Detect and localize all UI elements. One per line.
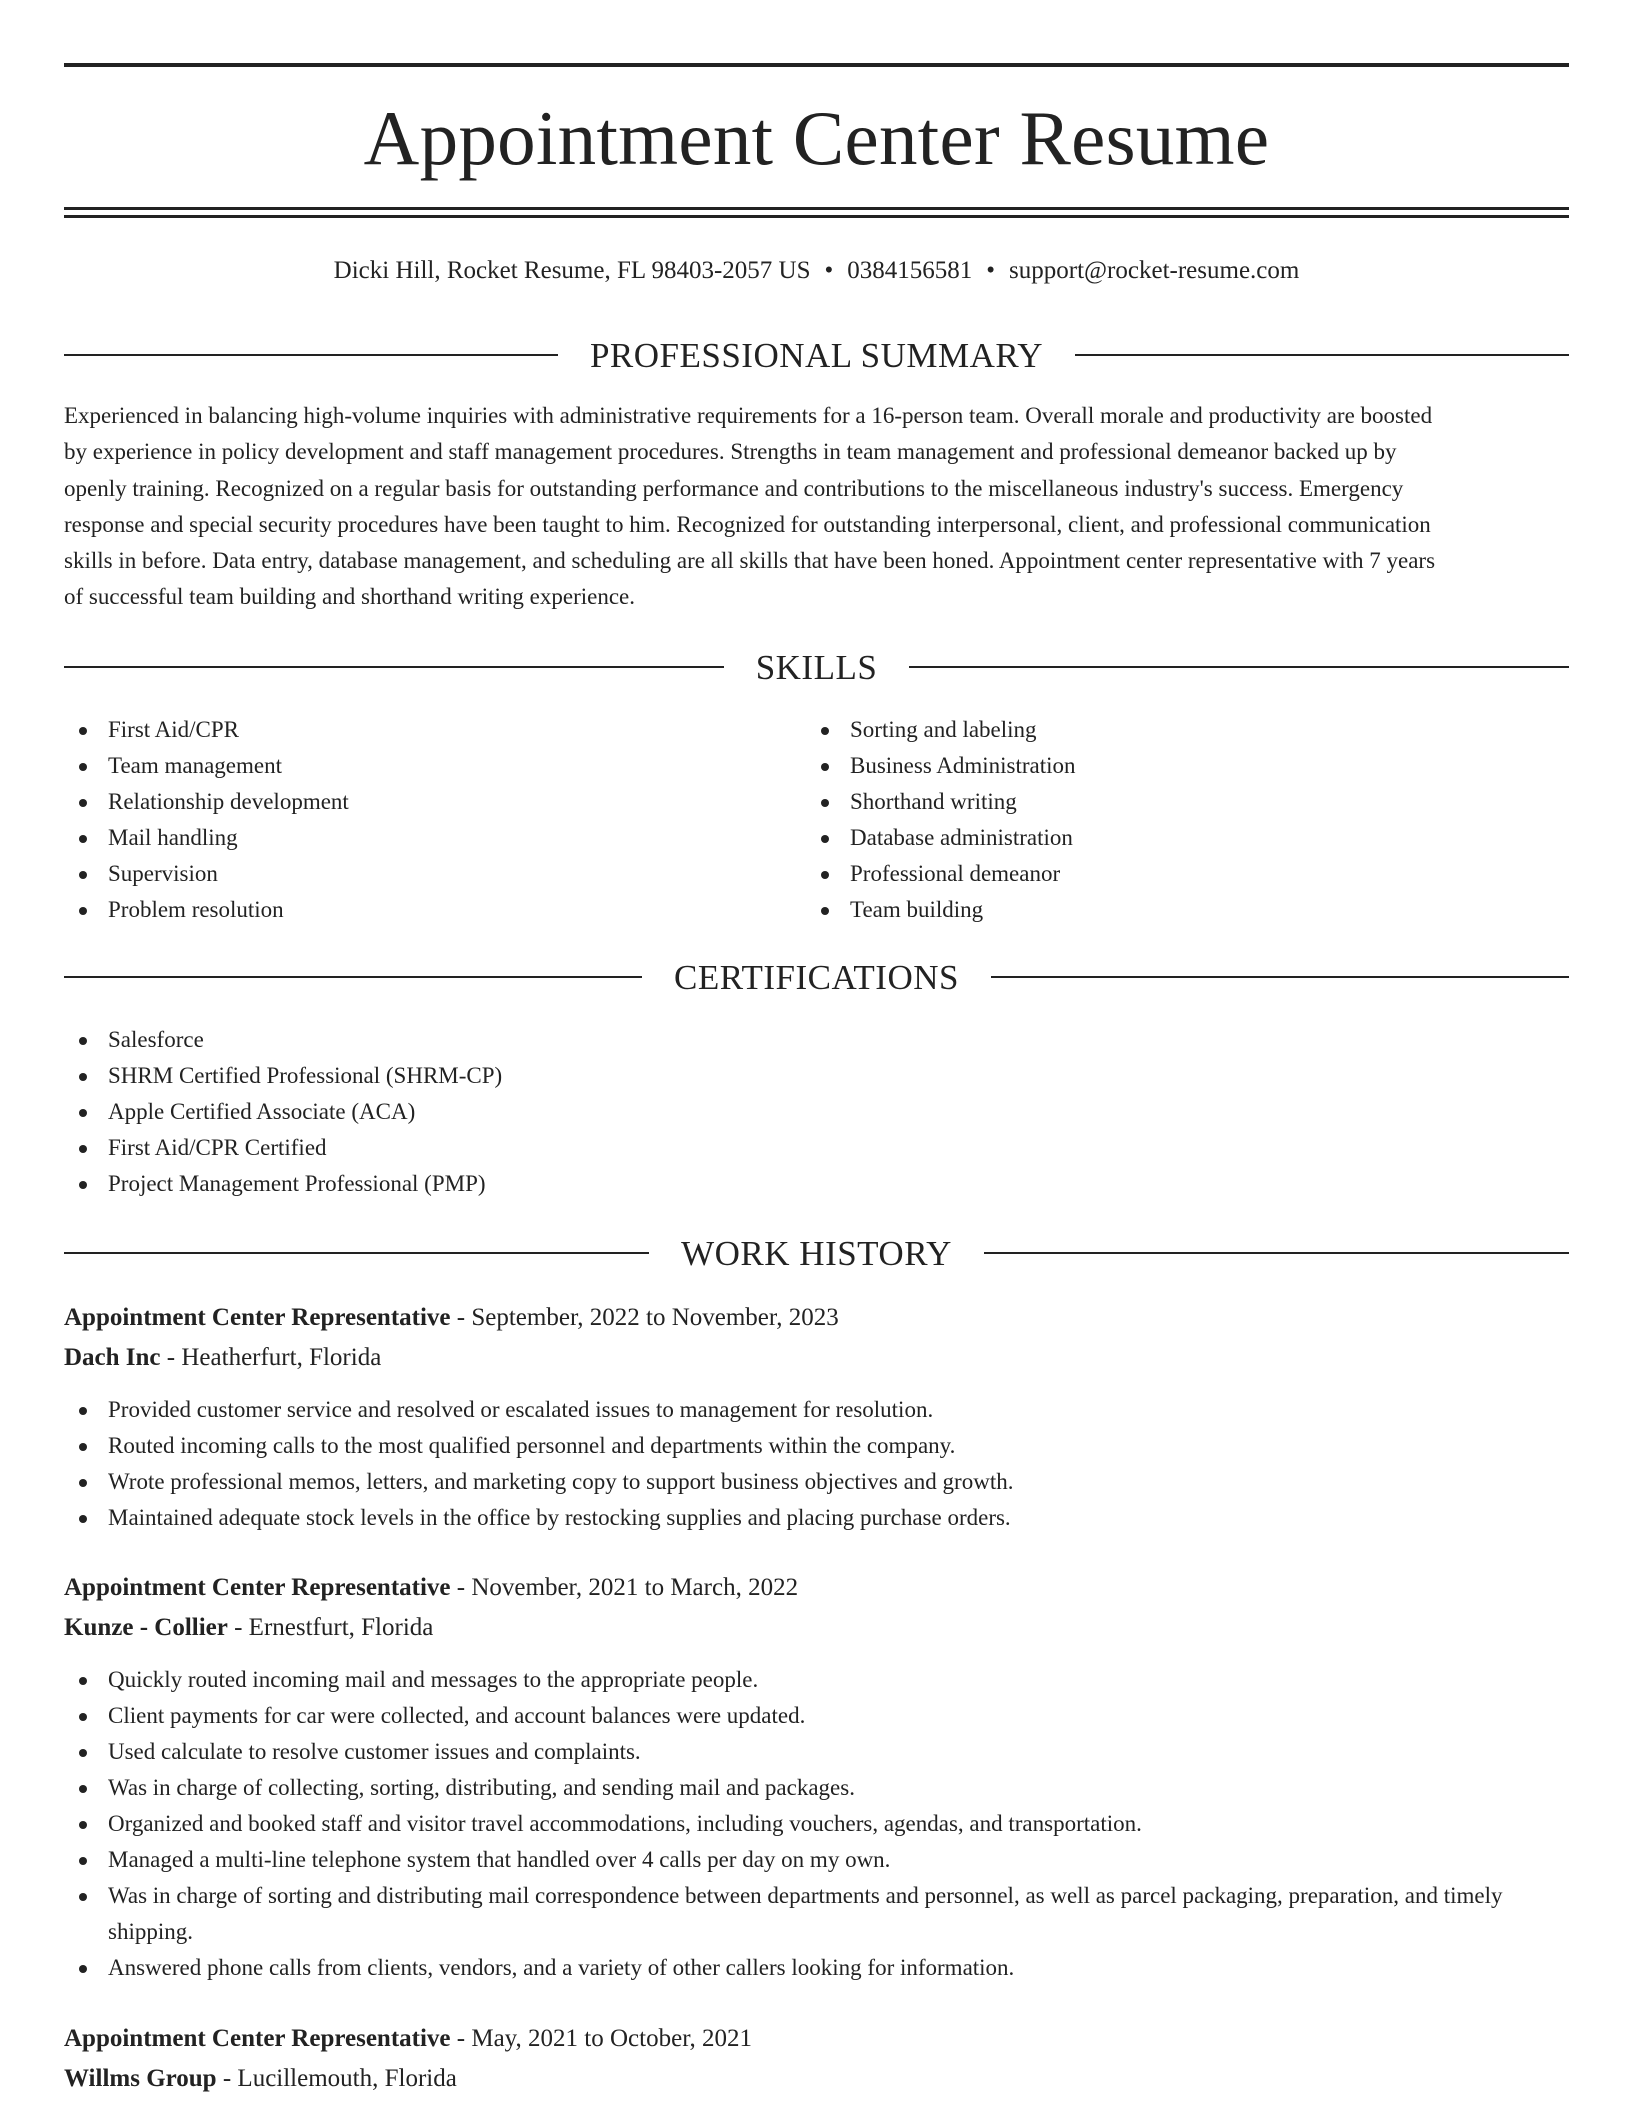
job-title-line bbox=[64, 1298, 1569, 1338]
summary-line: openly training. Recognized on a regular basis for outstanding performance and contributions to the miscellaneous industry's success. Emergency bbox=[64, 475, 1404, 501]
job-dates: - May, 2021 to October, 2021 bbox=[450, 2025, 753, 2052]
summary-line: Experienced in balancing high-volume inquiries with administrative requirements for a 16-person team. Overall morale and productivity are boosted bbox=[64, 403, 1433, 428]
skill-item: Database administration bbox=[806, 820, 1548, 856]
certification-item: Apple Certified Associate (ACA) bbox=[64, 1094, 1569, 1130]
heading-rule bbox=[64, 1252, 649, 1254]
skills-column-left bbox=[64, 712, 806, 928]
skill-item: Team building bbox=[806, 892, 1548, 928]
contact-address: Dicki Hill, Rocket Resume, FL 98403-2057 US bbox=[333, 257, 811, 284]
summary-line: skills in before. Data entry, database management, and scheduling are all skills that have been honed. Appointment center representative with 7 years bbox=[64, 548, 1436, 574]
job-dates: - November, 2021 to March, 2022 bbox=[450, 1574, 799, 1601]
job-duty: Organized and booked staff and visitor travel accommodations, including vouchers, agendas, and transportation. bbox=[64, 1806, 1569, 1842]
summary-line: of successful team building and shorthand writing experience. bbox=[64, 584, 636, 610]
job-duty: Provided customer service and resolved or escalated issues to management for resolution. bbox=[64, 1392, 1569, 1428]
job-location: - Heatherfurt, Florida bbox=[160, 1344, 382, 1371]
section-heading-work bbox=[64, 1233, 1569, 1273]
skill-item: Supervision bbox=[64, 856, 806, 892]
skill-item: Problem resolution bbox=[64, 892, 806, 928]
job-title: Appointment Center Representative bbox=[64, 1304, 451, 1331]
job-duty: Was in charge of collecting, sorting, distributing, and sending mail and packages. bbox=[64, 1770, 1569, 1806]
job-duty: Managed a multi-line telephone system that handled over 4 calls per day on my own. bbox=[64, 1842, 1569, 1878]
certifications-list bbox=[64, 1022, 1569, 1202]
certification-item: First Aid/CPR Certified bbox=[64, 1130, 1569, 1166]
job-duty: Wrote professional memos, letters, and marketing copy to support business objectives and growth. bbox=[64, 1464, 1569, 1500]
skill-item: Relationship development bbox=[64, 784, 806, 820]
heading-rule bbox=[991, 976, 1569, 978]
job-duties-list bbox=[64, 1392, 1569, 1536]
section-title-skills: SKILLS bbox=[755, 647, 878, 687]
job-company: Willms Group bbox=[64, 2065, 217, 2092]
certification-item: Project Management Professional (PMP) bbox=[64, 1166, 1569, 1202]
job-company-line bbox=[64, 1608, 1569, 1648]
job-entry bbox=[64, 2019, 1569, 2099]
heading-rule bbox=[1075, 354, 1569, 356]
heading-rule bbox=[64, 666, 724, 668]
job-dates: - September, 2022 to November, 2023 bbox=[450, 1304, 839, 1331]
section-title-summary: PROFESSIONAL SUMMARY bbox=[589, 335, 1044, 375]
section-heading-summary bbox=[64, 335, 1569, 375]
summary-line: response and special security procedures have been taught to him. Recognized for outstanding interpersonal, client, and professional communication bbox=[64, 511, 1431, 537]
job-title: Appointment Center Representative bbox=[64, 1574, 451, 1601]
job-duties-list bbox=[64, 1662, 1569, 1986]
heading-rule bbox=[909, 666, 1569, 668]
job-duty: Was in charge of sorting and distributing mail correspondence between departments and personnel, as well as parcel packaging, preparation, and timely shipping. bbox=[64, 1878, 1569, 1950]
skill-item: Business Administration bbox=[806, 748, 1548, 784]
section-title-work: WORK HISTORY bbox=[681, 1233, 952, 1273]
job-title: Appointment Center Representative bbox=[64, 2025, 451, 2052]
job-duty: Answered phone calls from clients, vendors, and a variety of other callers looking for information. bbox=[64, 1950, 1569, 1986]
job-duty: Maintained adequate stock levels in the office by restocking supplies and placing purchase orders. bbox=[64, 1500, 1569, 1536]
job-company-line bbox=[64, 1338, 1569, 1378]
job-duty: Quickly routed incoming mail and messages to the appropriate people. bbox=[64, 1662, 1569, 1698]
contact-line bbox=[64, 258, 1569, 283]
certification-item: Salesforce bbox=[64, 1022, 1569, 1058]
job-duty: Used calculate to resolve customer issues and complaints. bbox=[64, 1734, 1569, 1770]
job-entry bbox=[64, 1298, 1569, 1378]
job-duty: Routed incoming calls to the most qualified personnel and departments within the company. bbox=[64, 1428, 1569, 1464]
skill-item: Shorthand writing bbox=[806, 784, 1548, 820]
skill-item: Professional demeanor bbox=[806, 856, 1548, 892]
summary-line: by experience in policy development and staff management procedures. Strengths in team management and professional demeanor backed up by bbox=[64, 439, 1397, 465]
skill-item: First Aid/CPR bbox=[64, 712, 806, 748]
top-rule bbox=[64, 63, 1569, 67]
section-title-certifications: CERTIFICATIONS bbox=[674, 957, 959, 997]
job-title-line bbox=[64, 1568, 1569, 1608]
section-heading-certifications bbox=[64, 957, 1569, 997]
professional-summary bbox=[64, 398, 1569, 616]
skill-item: Sorting and labeling bbox=[806, 712, 1548, 748]
job-title-line bbox=[64, 2019, 1569, 2059]
certification-item: SHRM Certified Professional (SHRM-CP) bbox=[64, 1058, 1569, 1094]
heading-rule bbox=[64, 354, 558, 356]
job-duty: Client payments for car were collected, and account balances were updated. bbox=[64, 1698, 1569, 1734]
heading-rule bbox=[64, 976, 642, 978]
job-company-line bbox=[64, 2059, 1569, 2099]
skill-item: Mail handling bbox=[64, 820, 806, 856]
skill-item: Team management bbox=[64, 748, 806, 784]
job-location: - Lucillemouth, Florida bbox=[216, 2065, 457, 2092]
skills-column-right bbox=[806, 712, 1548, 928]
heading-rule bbox=[984, 1252, 1569, 1254]
contact-separator: • bbox=[824, 257, 834, 284]
resume-title: Appointment Center Resume bbox=[363, 95, 1270, 181]
skills-list bbox=[64, 712, 1569, 928]
contact-email: support@rocket-resume.com bbox=[1009, 257, 1300, 284]
title-double-rule bbox=[64, 207, 1569, 218]
section-heading-skills bbox=[64, 647, 1569, 687]
job-entry bbox=[64, 1568, 1569, 1648]
job-company: Dach Inc bbox=[64, 1344, 161, 1371]
contact-separator: • bbox=[986, 257, 996, 284]
job-company: Kunze - Collier bbox=[64, 1614, 228, 1641]
contact-phone: 0384156581 bbox=[847, 257, 973, 284]
job-location: - Ernestfurt, Florida bbox=[227, 1614, 434, 1641]
